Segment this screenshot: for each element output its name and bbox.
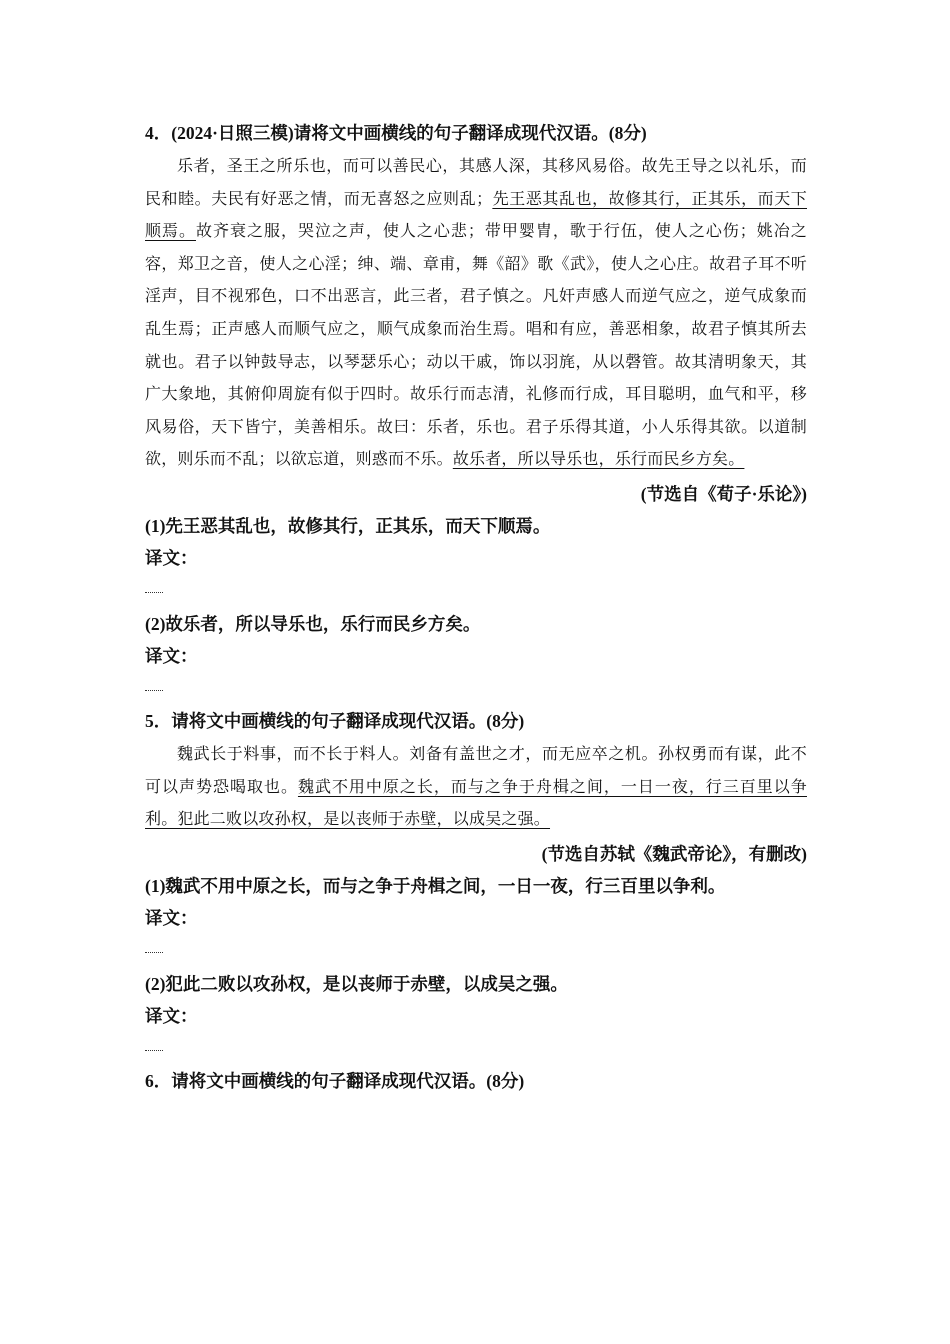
question-4-sub-1: (1)先王恶其乱也，故修其行，正其乐，而天下顺焉。 xyxy=(145,515,551,536)
answer-line xyxy=(145,1050,163,1051)
underlined-sentence-1: 魏武不用中原之长，而与之争于舟楫之间，一日一夜，行三百里以争利。犯此二败以攻孙权，是以丧师于赤壁，以成吴之强。 xyxy=(145,776,807,829)
question-4-passage xyxy=(145,150,807,476)
answer-blank[interactable] xyxy=(145,672,807,706)
question-5 xyxy=(145,706,807,1066)
passage-text: 魏武长于料事，而不长于料人。刘备有盖世之才，而无应卒之机。孙权勇而有谋，此不可以声势恐喝取也。 xyxy=(145,743,807,796)
answer-blank[interactable] xyxy=(145,1032,807,1066)
translation-label: 译文： xyxy=(145,907,198,928)
question-6-title: 6．请将文中画横线的句子翻译成现代汉语。(8分) xyxy=(145,1070,525,1091)
answer-line xyxy=(145,952,163,953)
question-5-source: (节选自苏轼《魏武帝论》，有删改) xyxy=(541,843,807,864)
question-4-sub-2: (2)故乐者，所以导乐也，乐行而民乡方矣。 xyxy=(145,613,481,634)
passage-text: 乐者，圣王之所乐也，而可以善民心，其感人深，其移风易俗。故先王导之以礼乐，而民和睦。夫民有好恶之情，而无喜怒之应则乱； xyxy=(145,156,807,208)
answer-blank[interactable] xyxy=(145,574,807,608)
question-4-source: (节选自《荀子·乐论》) xyxy=(640,483,807,504)
underlined-sentence-1: 先王恶其乱也，故修其行，正其乐，而天下顺焉。 xyxy=(145,188,807,241)
question-4-title: 4．(2024·日照三模)请将文中画横线的句子翻译成现代汉语。(8分) xyxy=(145,123,647,143)
question-5-title: 5．请将文中画横线的句子翻译成现代汉语。(8分) xyxy=(145,710,525,731)
answer-line xyxy=(145,690,163,691)
question-5-sub-2: (2)犯此二败以攻孙权，是以丧师于赤壁，以成吴之强。 xyxy=(145,973,568,994)
passage-text: 故齐衰之服，哭泣之声，使人之心悲；带甲婴胄，歌于行伍，使人之心伤；姚冶之容，郑卫之音，使人之心淫；绅、端、章甫，舞《韶》歌《武》，使人之心庄。故君子耳不听淫声，目不视邪色，口不出恶言，此三者，君子慎之。凡奸声感人而逆气应之，逆气成象而乱生焉；正声感人而顺气应之，顺气成象而治生焉。唱和有应，善恶相象，故君子慎其所去就也。君子以钟鼓导志，以琴瑟乐心；动以干戚，饰以羽旄，从以磬管。故其清明象天，其广大象地，其俯仰周旋有似于四时。故乐行而志清，礼修而行成，耳目聪明，血气和平，移风易俗，天下皆宁，美善相乐。故曰：乐者，乐也。君子乐得其道，小人乐得其欲。以道制欲，则乐而不乱；以欲忘道，则惑而不乐。 xyxy=(145,221,807,469)
answer-blank[interactable] xyxy=(145,934,807,968)
question-5-passage xyxy=(145,738,807,836)
translation-label: 译文： xyxy=(145,547,198,568)
translation-label: 译文： xyxy=(145,1005,198,1026)
translation-label: 译文： xyxy=(145,645,198,666)
question-4 xyxy=(145,118,807,706)
document-page xyxy=(145,118,807,1096)
answer-line xyxy=(145,592,163,593)
underlined-sentence-2: 故乐者，所以导乐也，乐行而民乡方矣。 xyxy=(452,449,745,469)
question-5-sub-1: (1)魏武不用中原之长，而与之争于舟楫之间，一日一夜，行三百里以争利。 xyxy=(145,875,726,896)
question-6 xyxy=(145,1066,807,1096)
